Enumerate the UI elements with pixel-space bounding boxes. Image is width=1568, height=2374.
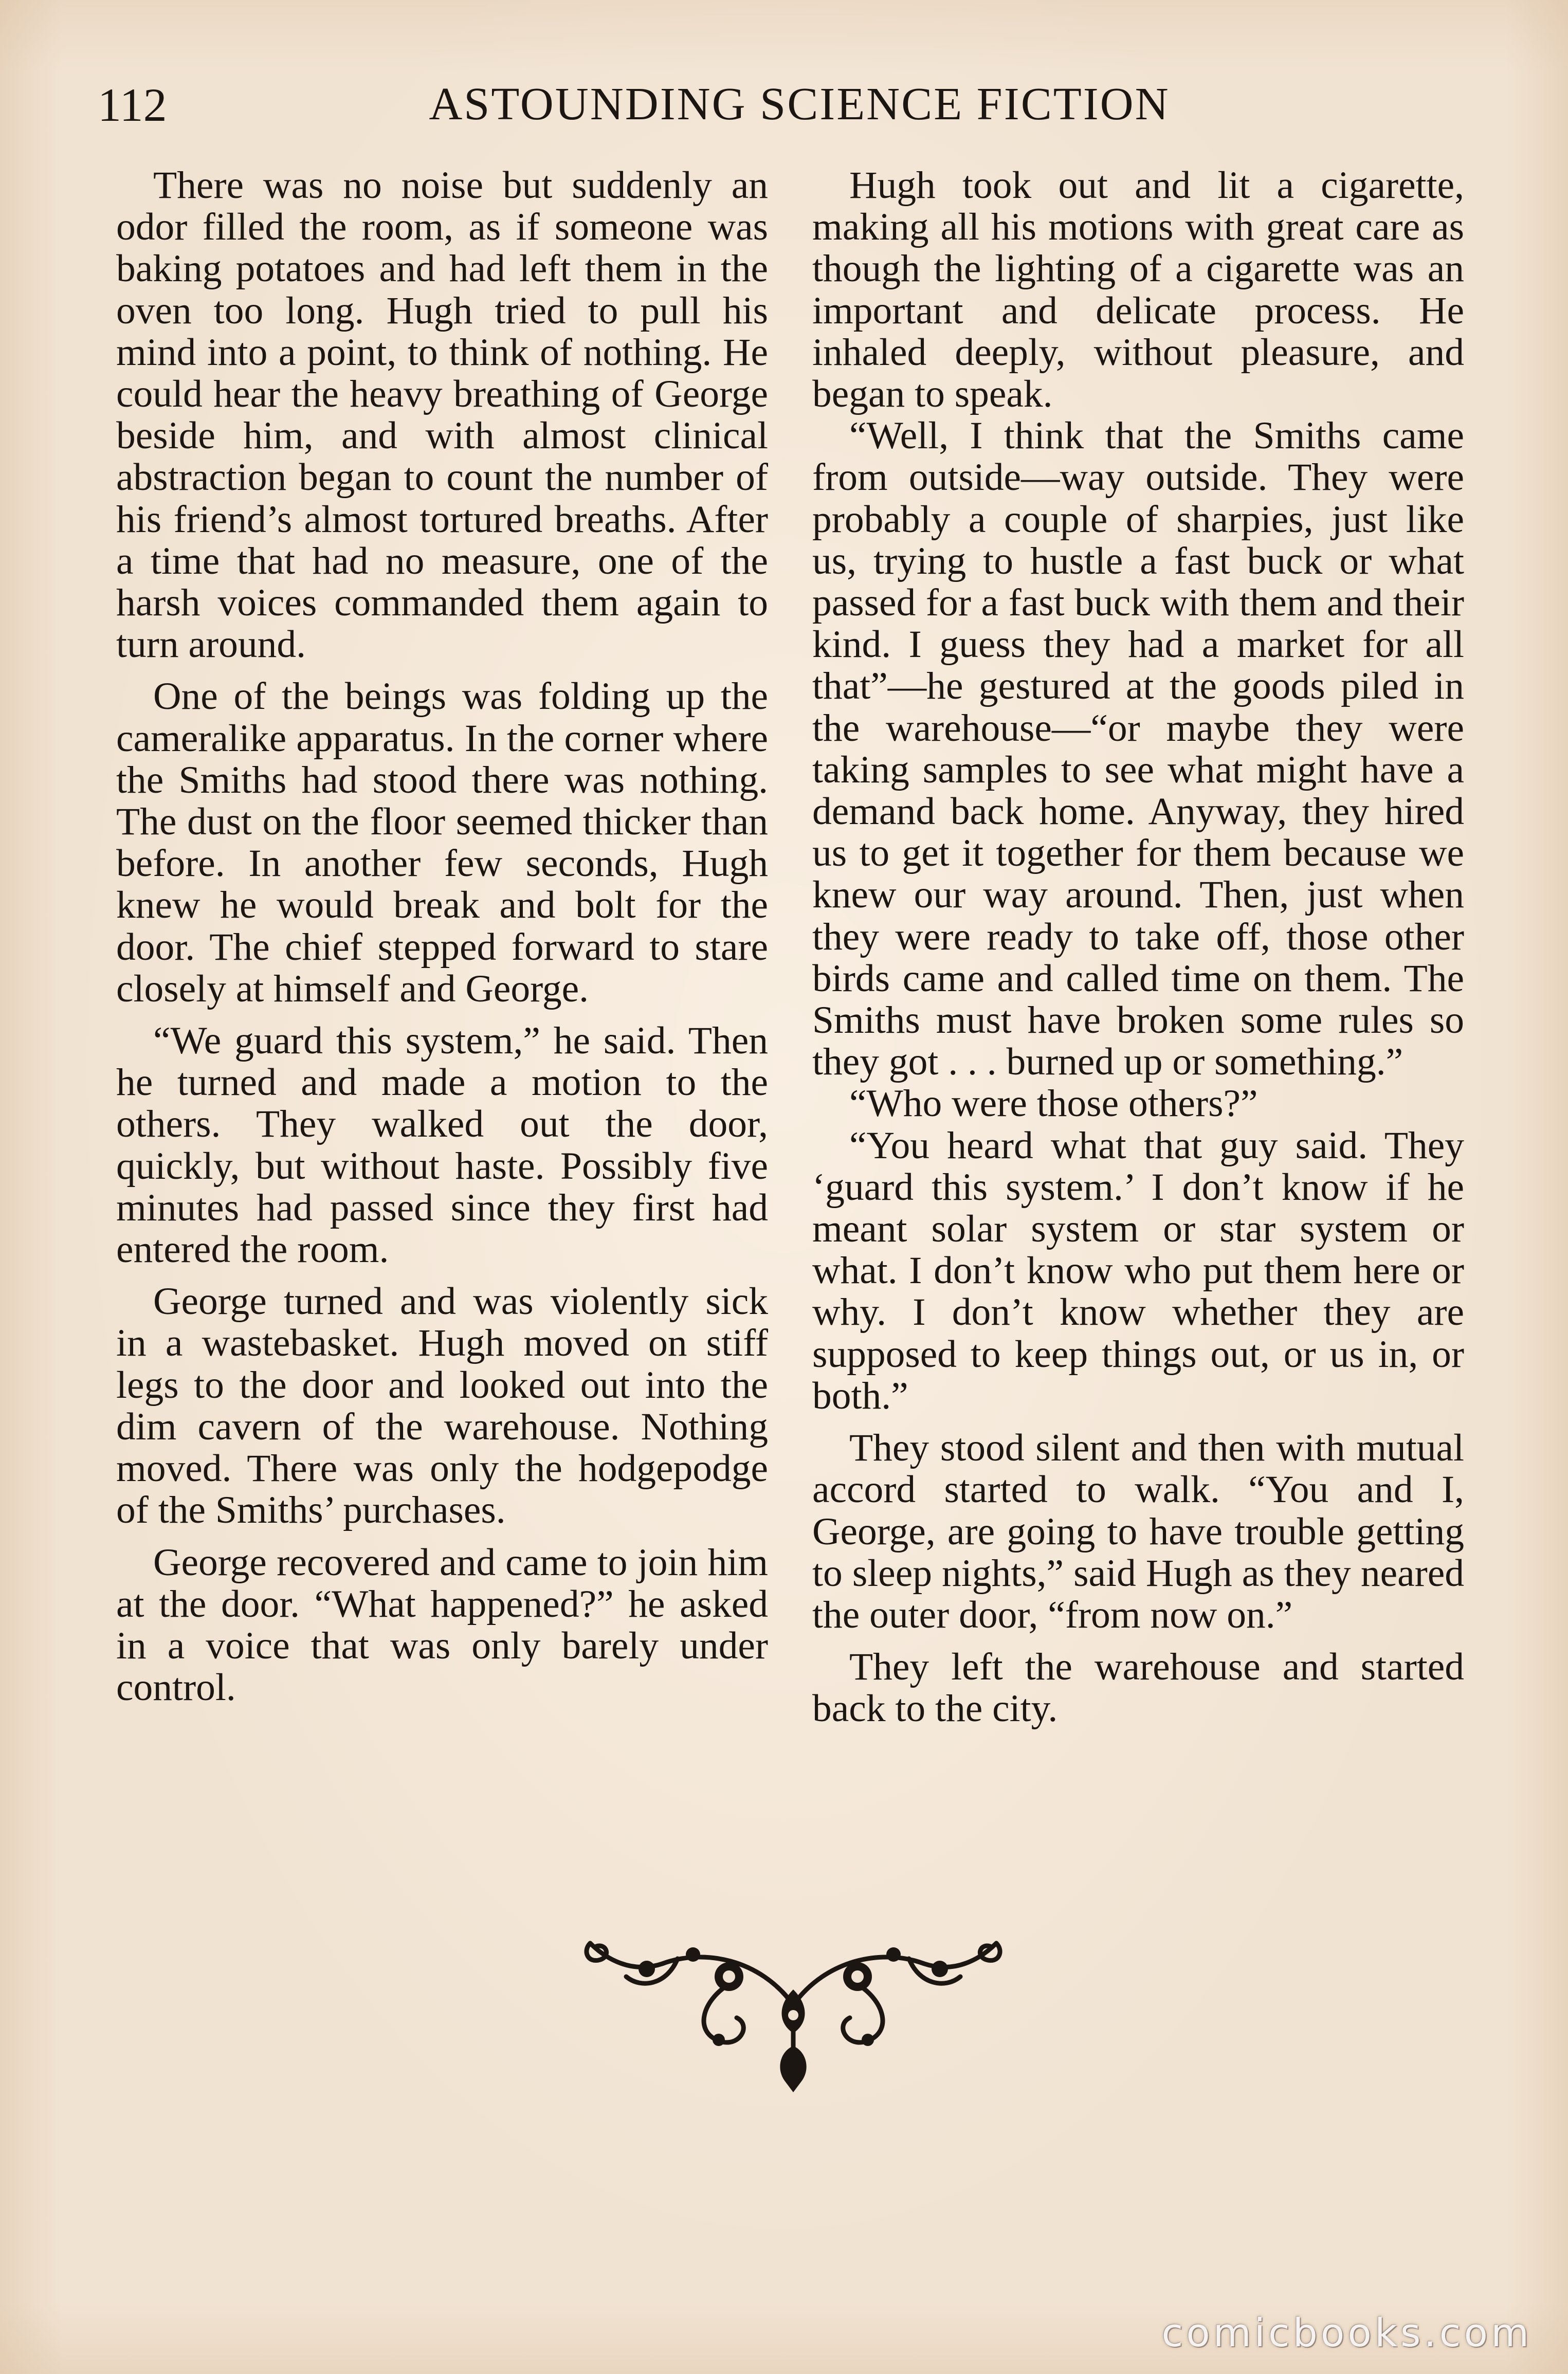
paragraph: “Well, I think that the Smiths came from outside—way outside. They were probably a couple of sharpies, just like us, trying to hustle a fast buck or what passed for a fast buck with them and their kind. I guess they had a market for all that”—he gestured at the goods piled in the warehouse—“or maybe they were taking samples to see what might have a demand back home. Anyway, they hired us to get it together for them because we knew our way around. Then, just when they were ready to take off, those other birds came and called time on them. The Smiths must have broken some rules so they got . . . burned up or something.” <box>812 414 1464 1084</box>
running-title: ASTOUNDING SCIENCE FICTION <box>429 79 1170 130</box>
paragraph: “You heard what that guy said. They ‘guard this system.’ I don’t know if he meant solar system or star system or what. I don’t know who put them here or why. I don’t know whether they are supposed to keep things out, or us in, or both.” <box>812 1124 1464 1417</box>
paragraph: George recovered and came to join him at the door. “What happened?” he asked in a voice that was only barely under control. <box>116 1541 768 1709</box>
page-number: 112 <box>98 79 167 131</box>
paragraph: Hugh took out and lit a cigarette, making all his motions with great care as though the lighting of a cigarette was an important and delicate process. He inhaled deeply, without pleasure, and began to speak. <box>812 164 1464 416</box>
paragraph: One of the beings was folding up the cameralike apparatus. In the corner where the Smiths had stood there was nothing. The dust on the floor seemed thicker than before. In another few seconds, Hugh knew he would break and bolt for the door. The chief stepped forward to stare closely at himself and George. <box>116 675 768 1010</box>
paragraph: They left the warehouse and started back to the city. <box>812 1646 1464 1730</box>
watermark: comicbooks.com <box>1161 2310 1532 2355</box>
scrollwork-vignette-icon <box>575 1928 1012 2097</box>
paragraph: They stood silent and then with mutual accord started to walk. “You and I, George, are going to have trouble getting to sleep nights,” said Hugh as they neared the outer door, “from now on.” <box>812 1427 1464 1636</box>
left-column <box>116 165 768 1708</box>
paragraph: There was no noise but suddenly an odor filled the room, as if someone was baking potatoes and had left them in the oven too long. Hugh tried to pull his mind into a point, to think of nothing. He could hear the heavy breathing of George beside him, and with almost clinical abstraction began to count the number of his friend’s almost tortured breaths. After a time that had no measure, one of the harsh voices commanded them again to turn around. <box>116 164 768 666</box>
paragraph: “Who were those others?” <box>849 1082 1258 1125</box>
paragraph: George turned and was violently sick in a wastebasket. Hugh moved on stiff legs to the door and looked out into the dim cavern of the warehouse. Nothing moved. There was only the hodgepodge of the Smiths’ purchases. <box>116 1280 768 1532</box>
paragraph: “We guard this system,” he said. Then he turned and made a motion to the others. They walked out the door, quickly, but without haste. Possibly five minutes had passed since they first had entered the room. <box>116 1019 768 1271</box>
right-column <box>812 165 1464 1730</box>
